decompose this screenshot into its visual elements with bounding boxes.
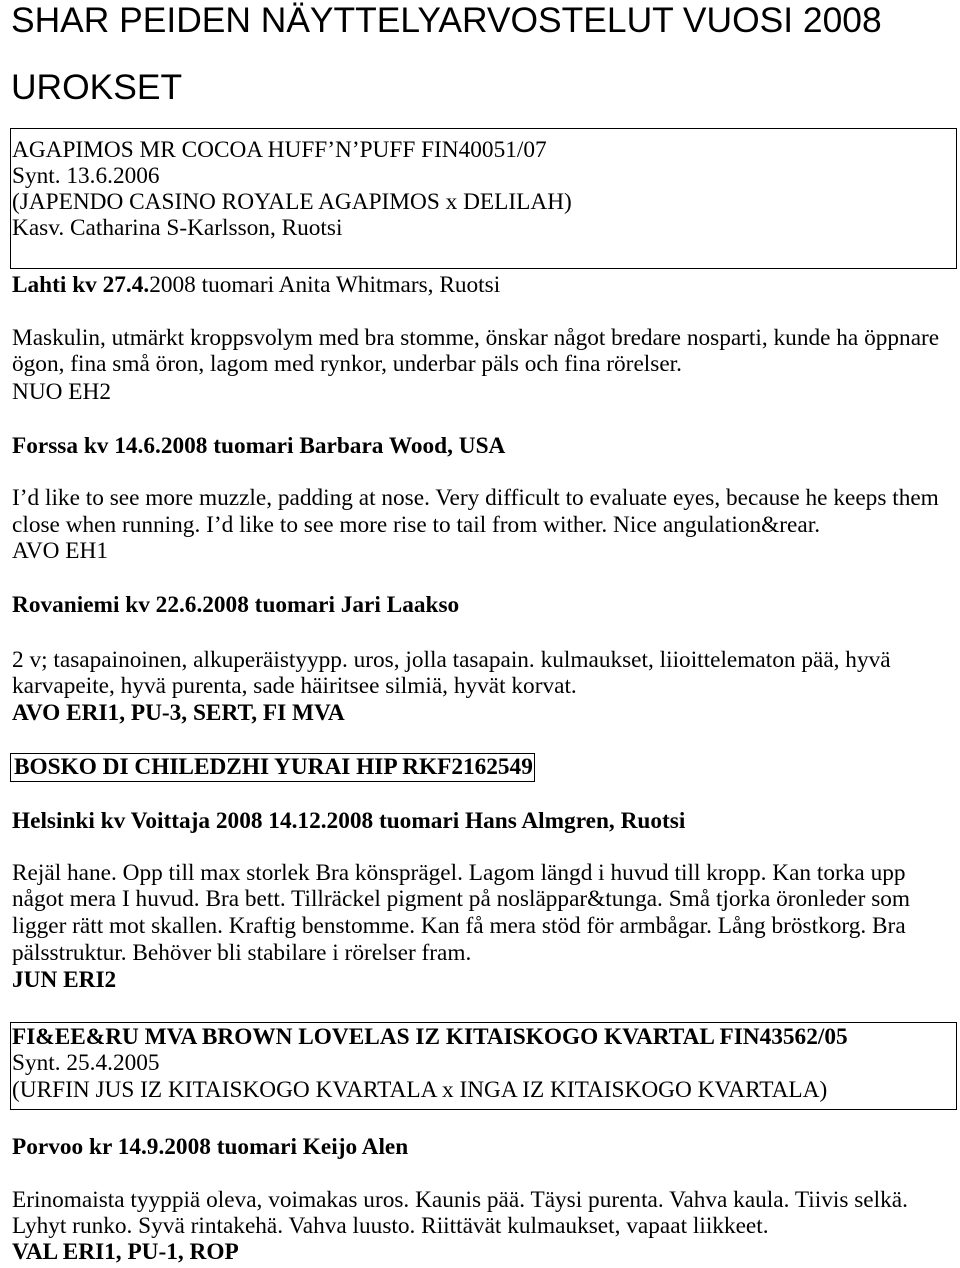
critique-line: 2 v; tasapainoinen, alkuperäistyypp. uros, jolla tasapain. kulmaukset, liioittelematon pää, hyvä	[12, 647, 891, 673]
critique-line: Erinomaista tyyppiä oleva, voimakas uros. Kaunis pää. Täysi purenta. Vahva kaula. Tiivis selkä.	[12, 1187, 908, 1213]
critique-line: Maskulin, utmärkt kroppsvolym med bra stomme, önskar något bredare nosparti, kunde ha öppnare	[12, 325, 940, 351]
section-heading: UROKSET	[11, 67, 183, 107]
show-heading: Helsinki kv Voittaja 2008 14.12.2008 tuomari Hans Almgren, Ruotsi	[12, 808, 686, 834]
show-heading-bold: Lahti kv 27.4.	[12, 272, 150, 298]
critique-line: close when running. I’d like to see more rise to tail from wither. Nice angulation&rear.	[12, 512, 821, 538]
dog-name: AGAPIMOS MR COCOA HUFF’N’PUFF FIN40051/07	[12, 137, 547, 163]
show-heading: Rovaniemi kv 22.6.2008 tuomari Jari Laakso	[12, 592, 460, 618]
show-heading-rest: 2008 tuomari Anita Whitmars, Ruotsi	[149, 272, 501, 298]
dog-birth-date: Synt. 25.4.2005	[12, 1050, 160, 1076]
critique-line: pälsstruktur. Behöver bli stabilare i rörelser fram.	[12, 940, 472, 966]
critique-line: I’d like to see more muzzle, padding at nose. Very difficult to evaluate eyes, because he keeps them	[12, 485, 939, 511]
show-heading: Porvoo kr 14.9.2008 tuomari Keijo Alen	[12, 1134, 409, 1160]
show-result: VAL ERI1, PU-1, ROP	[12, 1239, 239, 1265]
dog-parents: (JAPENDO CASINO ROYALE AGAPIMOS x DELILAH)	[12, 189, 572, 215]
dog-name: BOSKO DI CHILEDZHI YURAI HIP RKF2162549	[10, 753, 535, 782]
show-result: JUN ERI2	[12, 967, 117, 993]
critique-line: Lyhyt runko. Syvä rintakehä. Vahva luusto. Riittävät kulmaukset, vapaat liikkeet.	[12, 1213, 769, 1239]
critique-line: Rejäl hane. Opp till max storlek Bra könsprägel. Lagom längd i huvud till kropp. Kan torka upp	[12, 860, 906, 886]
dog-name: FI&EE&RU MVA BROWN LOVELAS IZ KITAISKOGO KVARTAL FIN43562/05	[12, 1024, 848, 1050]
critique-line: något mera I huvud. Bra bett. Tillräckel pigment på nosläppar&tunga. Små tjorka öronleder som	[12, 886, 911, 912]
critique-line: karvapeite, hyvä purenta, sade häiritsee silmiä, hyvät korvat.	[12, 673, 577, 699]
document-title: SHAR PEIDEN NÄYTTELYARVOSTELUT VUOSI 2008	[11, 0, 882, 40]
critique-line: ögon, fina små öron, lagom med rynkor, underbar päls och fina rörelser.	[12, 351, 682, 377]
dog-breeder: Kasv. Catharina S-Karlsson, Ruotsi	[12, 215, 343, 241]
show-result: NUO EH2	[12, 379, 112, 405]
dog-birth-date: Synt. 13.6.2006	[12, 163, 160, 189]
show-result: AVO ERI1, PU-3, SERT, FI MVA	[12, 700, 345, 726]
show-result: AVO EH1	[12, 538, 108, 564]
critique-line: ligger rätt mot skallen. Kraftig benstomme. Kan få mera stöd för armbågar. Lång bröstkorg. Bra	[12, 913, 906, 939]
show-heading: Forssa kv 14.6.2008 tuomari Barbara Wood, USA	[12, 433, 506, 459]
dog-parents: (URFIN JUS IZ KITAISKOGO KVARTALA x INGA IZ KITAISKOGO KVARTALA)	[12, 1077, 828, 1103]
show-heading	[12, 272, 500, 298]
